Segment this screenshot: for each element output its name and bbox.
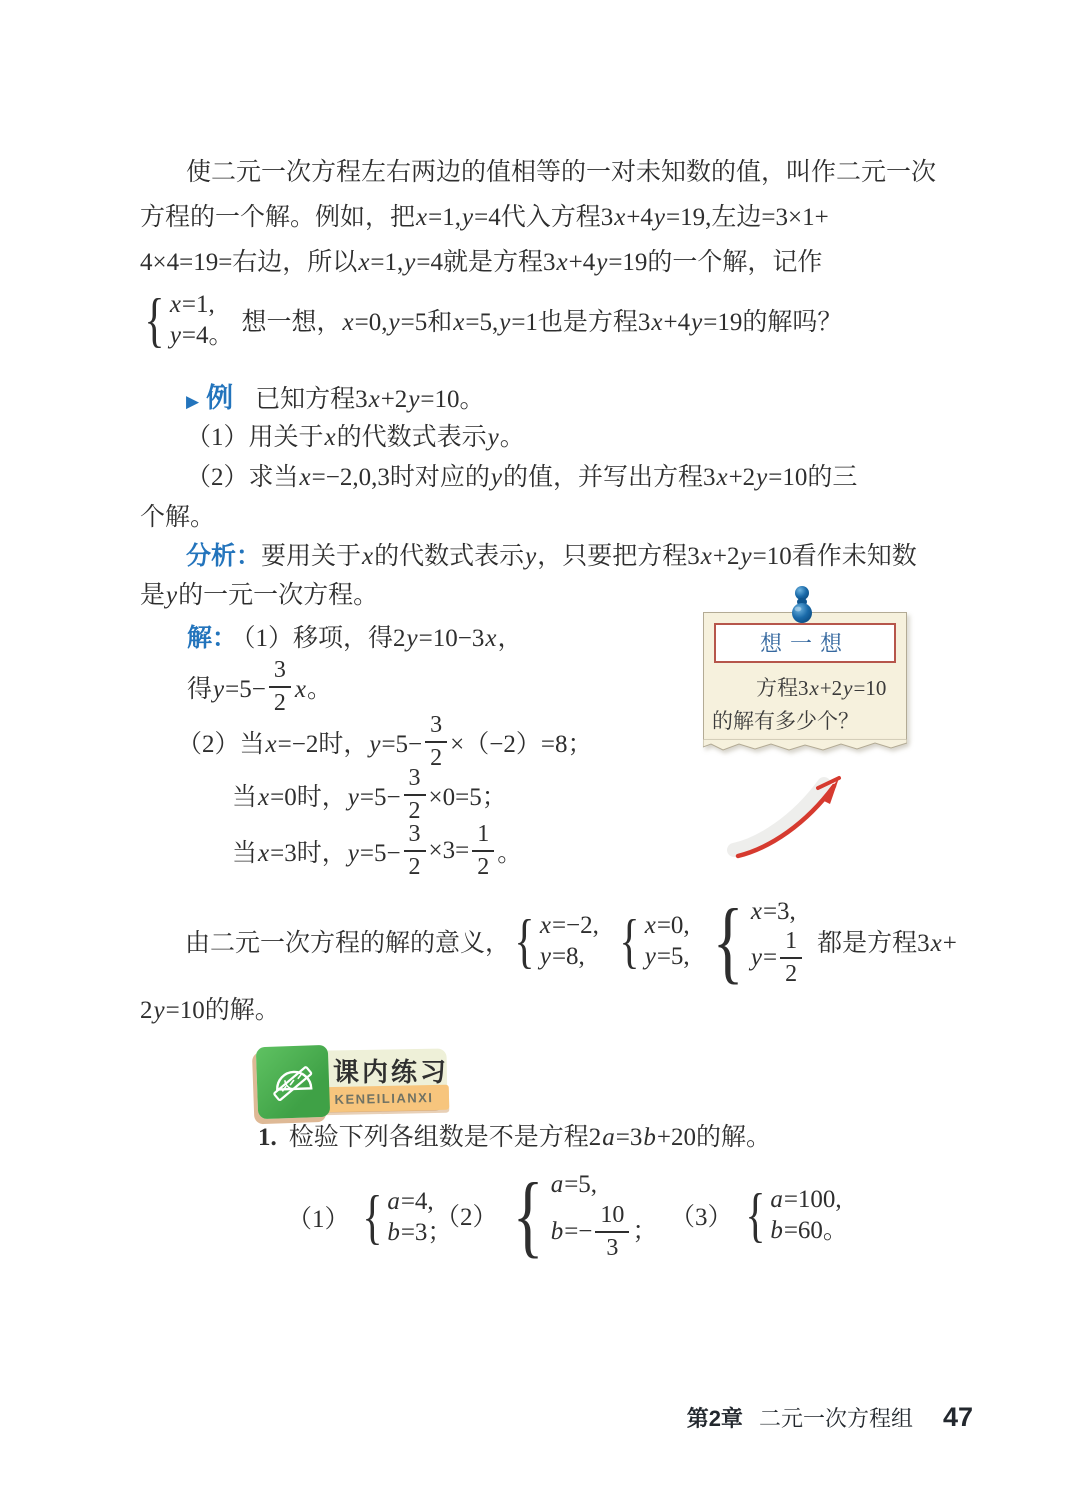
system-eq-bottom-post: ；: [632, 1217, 658, 1245]
item-label: （3）: [670, 1204, 733, 1231]
fraction-numerator: 3: [404, 821, 426, 852]
intro-line-2: 方程的一个解。例如，把x=1,y=4代入方程3x+4y=19,左边=3×1+: [140, 204, 829, 231]
note-title: 想一想: [714, 623, 896, 663]
system-eq-top: x=−2,: [539, 912, 599, 939]
chapter-title: 二元一次方程组: [758, 1406, 913, 1431]
example-item-1: （1）用关于x的代数式表示y。: [186, 424, 525, 451]
practice-item-3: [670, 1184, 848, 1246]
fraction-denominator: 2: [408, 854, 421, 880]
intro-line-3: 4×4=19=右边，所以x=1,y=4就是方程3x+4y=19的一个解，记作: [140, 249, 823, 276]
system-eq-bottom: b=3；: [387, 1219, 453, 1246]
left-brace: {: [512, 1163, 544, 1266]
fraction-numerator: 10: [595, 1202, 629, 1233]
fraction-denominator: 2: [273, 690, 286, 716]
left-brace: {: [619, 908, 640, 974]
left-brace: {: [744, 1182, 766, 1248]
intro-line-1: 使二元一次方程左右两边的值相等的一对未知数的值，叫作二元一次: [186, 159, 937, 186]
fraction-denominator: 3: [606, 1234, 619, 1261]
example-arrow-icon: ▶: [186, 392, 200, 411]
equation-system-x1y4: [140, 289, 234, 351]
solution-label: 解：: [187, 624, 238, 652]
intro-question: 想一想，x=0,y=5和x=5,y=1也是方程3x+4y=19的解吗？: [241, 309, 843, 336]
analysis-label: 分析：: [186, 542, 262, 570]
left-brace: {: [361, 1184, 383, 1250]
analysis-block: [140, 536, 940, 616]
badge-title: 课内练习: [332, 1057, 449, 1087]
system-eq-bottom: y=5,: [644, 943, 690, 970]
expression-pre: 得y=5−: [187, 676, 266, 703]
fraction-denominator: 2: [785, 960, 798, 987]
think-note: [703, 612, 907, 753]
analysis-text-2: 是y的一元一次方程。: [140, 582, 379, 609]
practice-question: [140, 1118, 940, 1158]
curved-red-arrow-icon: [722, 756, 882, 866]
conclusion-block: [140, 890, 957, 1033]
system-eq-top: a=5,: [550, 1171, 598, 1198]
analysis-line-1: [140, 536, 940, 576]
case2-pre: 当x=0时，y=5−: [232, 784, 401, 811]
system-eq-top: a=100,: [770, 1186, 842, 1213]
expression-post: x。: [294, 676, 332, 703]
item-label: （1）: [287, 1206, 350, 1233]
system-eq-bottom-pre: b=−: [550, 1217, 593, 1245]
fraction-3-2: [404, 821, 426, 881]
solution-system-1: [510, 910, 599, 972]
pushpin-icon: [787, 585, 817, 627]
system-eq-top: x=0,: [644, 912, 690, 939]
example-item-2b: 个解。: [140, 504, 216, 531]
fraction-3-2: [269, 657, 291, 717]
example-item-2a: （2）求当x=−2,0,3时对应的y的值，并写出方程3x+2y=10的三: [186, 464, 858, 491]
fraction-denominator: 2: [477, 854, 490, 880]
chapter-number: 第2章: [686, 1406, 743, 1431]
conclusion-post: 都是方程3x+: [817, 930, 957, 957]
practice-item-1: [287, 1186, 452, 1248]
fraction-1-2: [472, 821, 494, 881]
fraction-numerator: 3: [425, 712, 447, 743]
fraction-denominator: 2: [430, 745, 443, 771]
fraction-denominator: 2: [408, 798, 421, 824]
badge-green-tile: [256, 1045, 330, 1119]
fraction-numerator: 3: [269, 657, 291, 688]
case1-pre: （2）当x=−2时，y=5−: [177, 731, 423, 758]
left-brace: {: [712, 890, 744, 992]
example-title-line: [140, 378, 940, 418]
system-eq-top: x=3,: [750, 897, 796, 925]
conclusion-line-1: [140, 890, 957, 992]
solution-system-2: [615, 910, 690, 972]
fraction-numerator: 1: [472, 821, 494, 852]
practice-systems-row: [140, 1163, 960, 1273]
system-eq-bottom: b=60。: [770, 1217, 848, 1244]
page-number: 47: [942, 1402, 973, 1432]
system-eq-bottom: [550, 1202, 658, 1262]
answer-system-2: [506, 1163, 658, 1266]
intro-line-4: [140, 285, 940, 355]
system-eq-bottom-pre: y=: [750, 944, 778, 971]
example-block: [140, 378, 940, 538]
case3-end: 。: [497, 840, 523, 867]
intro-paragraph: [140, 150, 940, 355]
example-marker: 例: [206, 383, 234, 413]
case2-post: ×0=5；: [428, 784, 507, 811]
note-text-line-2: 的解有多少个？: [712, 709, 859, 733]
example-title: 已知方程3x+2y=10。: [255, 386, 485, 413]
case1-post: ×（−2）=8；: [450, 731, 593, 758]
answer-system-3: [741, 1184, 848, 1246]
fraction-1-2: [780, 928, 802, 988]
fraction-10-3: [595, 1202, 629, 1262]
analysis-text-1: 要用关于x的代数式表示y，只要把方程3x+2y=10看作未知数: [261, 543, 917, 570]
question-1: [140, 1118, 940, 1158]
case3-mid: ×3=: [428, 837, 470, 864]
solution-step1-text: （1）移项，得2y=10−3x，: [243, 625, 523, 652]
note-body: [703, 612, 907, 740]
system-eq-top: a=4,: [387, 1188, 434, 1215]
practice-item-2: [435, 1163, 658, 1266]
solution-system-3: [706, 890, 805, 992]
item-label: （2）: [435, 1203, 498, 1231]
left-brace: {: [144, 287, 165, 353]
fraction-numerator: 1: [780, 928, 802, 959]
protractor-ruler-icon: [267, 1056, 319, 1108]
fraction-3-2: [425, 712, 447, 772]
system-eq-bottom: y=4。: [169, 322, 234, 349]
conclusion-line-2: 2y=10的解。: [140, 997, 280, 1024]
fraction-numerator: 3: [404, 765, 426, 796]
conclusion-pre: 由二元一次方程的解的意义，: [185, 930, 511, 957]
badge-pinyin: KENEILIANXI: [334, 1089, 434, 1108]
system-eq-top: x=1,: [169, 291, 215, 318]
system-eq-bottom: [750, 928, 805, 988]
note-text-line-1: 方程3x+2y=10: [756, 676, 887, 700]
torn-edge: [703, 739, 907, 753]
case3-pre: 当x=3时，y=5−: [232, 840, 401, 867]
left-brace: {: [514, 908, 535, 974]
system-eq-bottom: y=8,: [539, 943, 585, 970]
question-text: 检验下列各组数是不是方程2a=3b+20的解。: [288, 1124, 771, 1151]
fraction-3-2: [404, 765, 426, 825]
question-number: 1.: [258, 1124, 277, 1151]
page-footer: [0, 1402, 973, 1433]
